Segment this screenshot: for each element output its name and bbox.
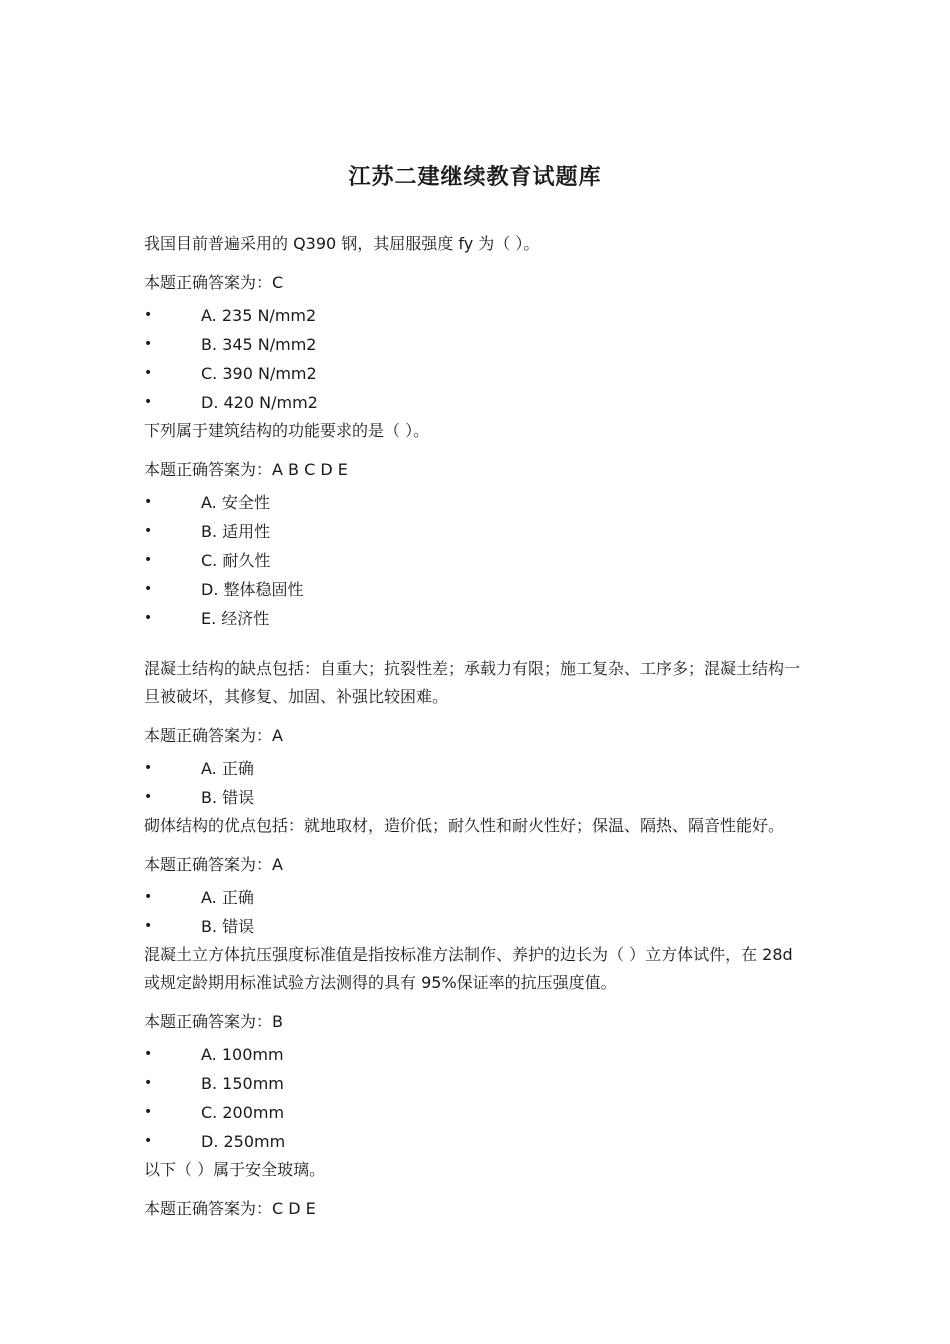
correct-answer: 本题正确答案为：A bbox=[144, 726, 283, 745]
question-text: 混凝土立方体抗压强度标准值是指按标准方法制作、养护的边长为（ ）立方体试件，在 28d 或规定龄期用标准试验方法测得的具有 95%保证率的抗压强度值。 bbox=[144, 945, 793, 992]
question-text: 我国目前普遍采用的 Q390 钢，其屈服强度 fy 为（ ）。 bbox=[144, 234, 540, 253]
option-item: • C. 耐久性 bbox=[144, 546, 804, 575]
option-list bbox=[144, 754, 804, 812]
correct-answer: 本题正确答案为：C bbox=[144, 273, 284, 292]
question-block bbox=[144, 812, 804, 941]
option-item: • B. 错误 bbox=[144, 912, 804, 941]
correct-answer: 本题正确答案为：C D E bbox=[144, 1199, 316, 1218]
question-text: 砌体结构的优点包括：就地取材，造价低；耐久性和耐火性好；保温、隔热、隔音性能好。 bbox=[144, 816, 785, 835]
option-item: • B. 适用性 bbox=[144, 517, 804, 546]
option-item: • D. 420 N/mm2 bbox=[144, 388, 804, 417]
option-list bbox=[144, 301, 804, 417]
question-list bbox=[144, 230, 804, 1227]
option-item: • A. 正确 bbox=[144, 883, 804, 912]
option-item: • B. 错误 bbox=[144, 783, 804, 812]
option-list bbox=[144, 488, 804, 633]
option-item: • A. 正确 bbox=[144, 754, 804, 783]
correct-answer: 本题正确答案为：A bbox=[144, 855, 283, 874]
option-item: • D. 整体稳固性 bbox=[144, 575, 804, 604]
option-item: • B. 345 N/mm2 bbox=[144, 330, 804, 359]
option-item: • A. 100mm bbox=[144, 1040, 804, 1069]
correct-answer: 本题正确答案为：B bbox=[144, 1012, 283, 1031]
option-item: • A. 235 N/mm2 bbox=[144, 301, 804, 330]
option-list bbox=[144, 1040, 804, 1156]
question-block bbox=[144, 655, 804, 812]
option-item: • E. 经济性 bbox=[144, 604, 804, 633]
option-item: • C. 200mm bbox=[144, 1098, 804, 1127]
question-text: 以下（ ）属于安全玻璃。 bbox=[144, 1160, 326, 1179]
option-item: • A. 安全性 bbox=[144, 488, 804, 517]
question-block bbox=[144, 230, 804, 417]
question-block bbox=[144, 417, 804, 633]
option-item: • C. 390 N/mm2 bbox=[144, 359, 804, 388]
question-text: 混凝土结构的缺点包括：自重大；抗裂性差；承载力有限；施工复杂、工序多；混凝土结构一旦被破坏，其修复、加固、补强比较困难。 bbox=[144, 659, 801, 706]
document-title: 江苏二建继续教育试题库 bbox=[348, 165, 602, 190]
correct-answer: 本题正确答案为：A B C D E bbox=[144, 460, 348, 479]
option-item: • D. 250mm bbox=[144, 1127, 804, 1156]
option-list bbox=[144, 883, 804, 941]
option-item: • B. 150mm bbox=[144, 1069, 804, 1098]
question-block bbox=[144, 1156, 804, 1221]
spacer bbox=[144, 633, 804, 655]
question-block bbox=[144, 941, 804, 1156]
question-text: 下列属于建筑结构的功能要求的是（ ）。 bbox=[144, 421, 430, 440]
